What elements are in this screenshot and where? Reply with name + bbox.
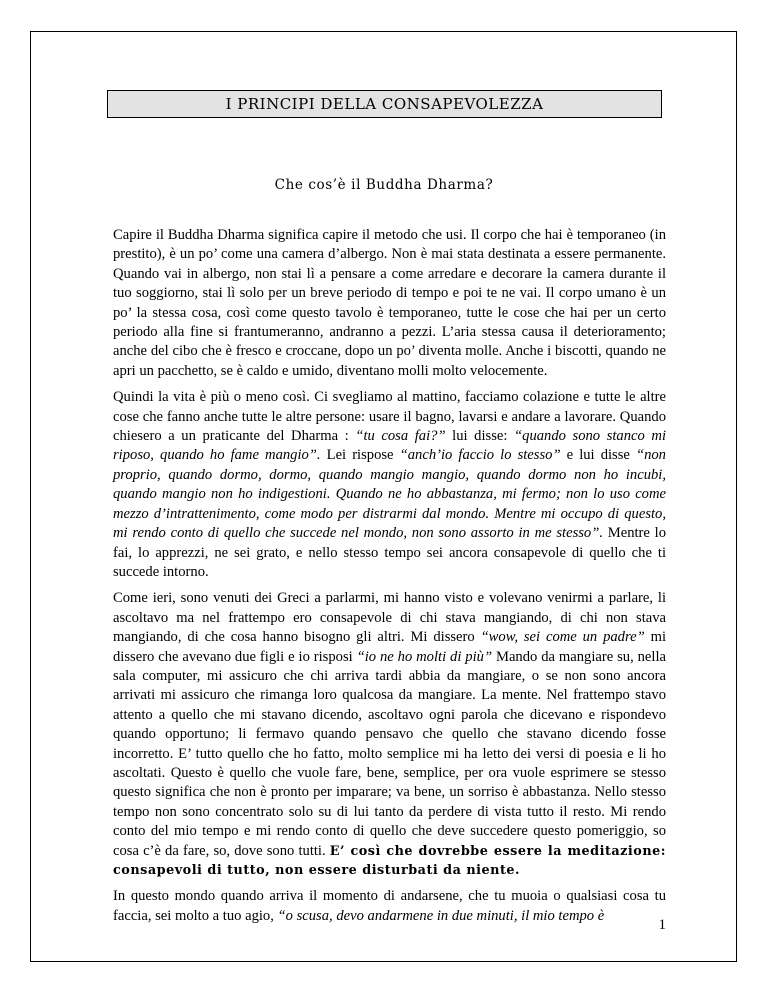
section-heading: Che cos’è il Buddha Dharma? (274, 177, 494, 193)
quote-run: “anch’io faccio lo stesso” (399, 447, 561, 464)
paragraph-2 (113, 388, 666, 582)
text-run: e lui disse (560, 447, 636, 464)
quote-run: “tu cosa fai?” (355, 428, 446, 445)
text-run: Capire il Buddha Dharma significa capire il metodo che usi. Il corpo che hai è temporaneo (in prestito), è un po’ come una camera d’albergo. Non è mai stata destinata a essere permanente. Quando vai in albergo, non stai lì a pensare a come arredare e decorare la camera durante il tuo soggiorno, stai lì solo per un breve periodo di tempo e poi te ne vai. Il corpo umano è un po’ la stessa cosa, così come questo tavolo è temporaneo, tutte le cose che hai per un certo periodo alla fine si frantumeranno, andranno a pezzi. L’aria stessa causa il deterioramento; anche del cibo che è fresco e croccane, dopo un po’ diventa molle. Anche i biscotti, quando ne apri un pacchetto, se è caldo e umido, diventano molli molto velocemente. (113, 227, 666, 379)
paragraph-4 (113, 887, 666, 926)
document-title: I PRINCIPI DELLA CONSAPEVOLEZZA (107, 90, 662, 118)
body-text (113, 226, 666, 933)
text-run: lui disse: (445, 428, 515, 445)
text-run: Come ieri, sono venuti dei Greci a parlarmi, mi hanno visto e volevano venirmi a parlare, li ascoltavo ma nel frattempo ero consapevole di chi stava mangiando, di chi non stava mangiando, di che cosa hanno bisogno gli altri. Mi dissero (113, 590, 666, 646)
text-run: Mentre lo fai, lo apprezzi, ne sei grato, e nello stesso tempo sei ancora consapevole di quello che ti succede intorno. (113, 525, 667, 580)
text-run: In questo mondo quando arriva il momento di andarsene, che tu muoia o qualsiasi cosa tu faccia, sei molto a tuo agio, (113, 888, 666, 924)
page-number: 1 (658, 917, 666, 933)
paragraph-3 (113, 589, 666, 880)
text-run: mi dissero che avevano due figli e io risposi (113, 629, 666, 665)
text-run: Lei rispose (320, 447, 400, 464)
text-run: Mando da mangiare su, nella sala computer, mi assicuro che chi arriva tardi abbia da mangiare, o se non sono ancora arrivati mi assicuro che rimanga loro qualcosa da mangiare. La mente. Nel frattempo stavo attento a quello che mi stavano dicendo, ascoltavo ogni parola che dicevano e rispondevo quando opportuno; li fermavo quando pensavo che quello che stavano dicendo fosse incorretto. E’ tutto quello che ho fatto, molto semplice mi ha letto dei versi di poesia e li ho ascoltati. Questo è quello che vuole fare, bene, semplice, per ora vuole esprimere se stesso questo significa che non è pronto per imparare; va bene, un sorriso è abbastanza. Nello stesso tempo non sono concentrato solo su di lui tanto da perdere di vista tutto il resto. Mi rendo conto del mio tempo e mi rendo conto di quello che deve succedere questo pomeriggio, so cosa c’è da fare, so, dove sono tutti. (113, 648, 666, 859)
quote-run: “o scusa, devo andarmene in due minuti, il mio tempo è (277, 907, 605, 924)
quote-run: “io ne ho molti di più” (356, 648, 493, 665)
quote-run: “quando sono stanco mi riposo, quando ho fame mangio”. (113, 428, 666, 464)
quote-run: “wow, sei come un padre” (480, 629, 645, 646)
text-run: Quindi la vita è più o meno così. Ci svegliamo al mattino, facciamo colazione e tutte le altre cose che fanno anche tutte le altre persone: usare il bagno, lavarsi e andare a lavorare. Quando chiesero a un praticante del Dharma : (113, 389, 666, 445)
emphasis-run: E’ così che dovrebbe essere la meditazione: consapevoli di tutto, non essere disturbati da niente. (113, 843, 666, 878)
paragraph-1 (113, 226, 666, 381)
quote-run: “non proprio, quando dormo, dormo, quando mangio mangio, quando dormo non ho incubi, quando mangio non ho indigestioni. Quando ne ho abbastanza, mi fermo; non lo uso come mezzo d’intrattenimento, come modo per distrarmi dal mondo. Mentre mi occupo di questo, mi rendo conto di quello che succede nel mondo, non sono assorto in me stesso”. (113, 447, 666, 542)
